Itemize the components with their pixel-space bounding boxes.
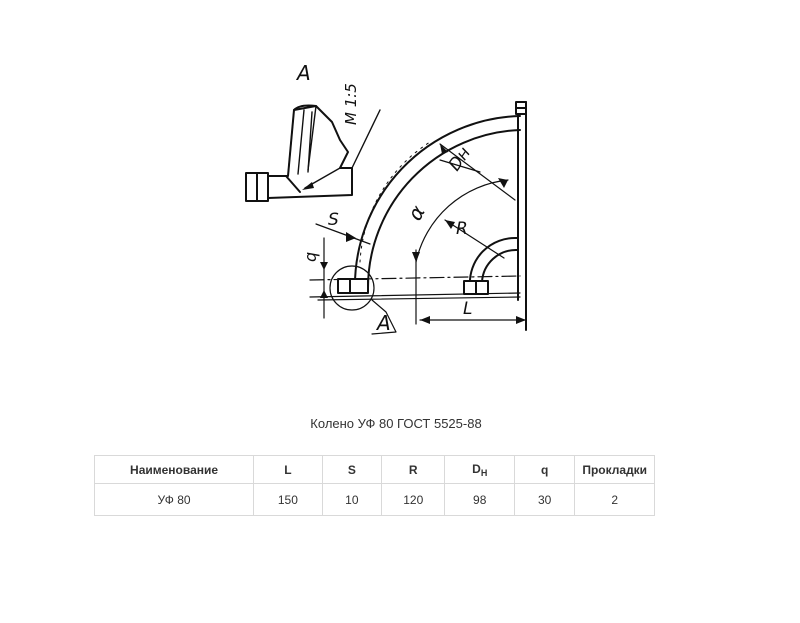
table-header-row [95,456,655,484]
label-s: S [328,210,339,230]
header-gaskets: Прокладки [575,456,655,484]
header-dn-sub: H [480,467,488,478]
header-dn [445,456,514,484]
label-dn: Dн [444,143,475,175]
view-label-a: А [297,61,311,85]
drawing-caption: Колено УФ 80 ГОСТ 5525-88 [310,416,482,431]
header-r: R [382,456,445,484]
table-row [95,484,655,516]
cell-l: 150 [254,484,322,516]
technical-drawing [230,50,550,350]
header-name: Наименование [95,456,254,484]
cell-dn: 98 [445,484,514,516]
cell-gaskets: 2 [575,484,655,516]
label-r: R [456,219,468,239]
header-q: q [514,456,574,484]
header-dn-main: D [472,461,481,476]
header-l: L [254,456,322,484]
spec-table [94,455,655,516]
cell-s: 10 [322,484,381,516]
label-q: q [301,251,320,262]
scale-label: М 1:5 [342,83,360,125]
header-s: S [322,456,381,484]
cell-r: 120 [382,484,445,516]
label-alpha: α [402,201,430,225]
cell-q: 30 [514,484,574,516]
callout-label-a: А [377,311,391,335]
cell-name: УФ 80 [95,484,254,516]
label-l: L [463,299,473,319]
